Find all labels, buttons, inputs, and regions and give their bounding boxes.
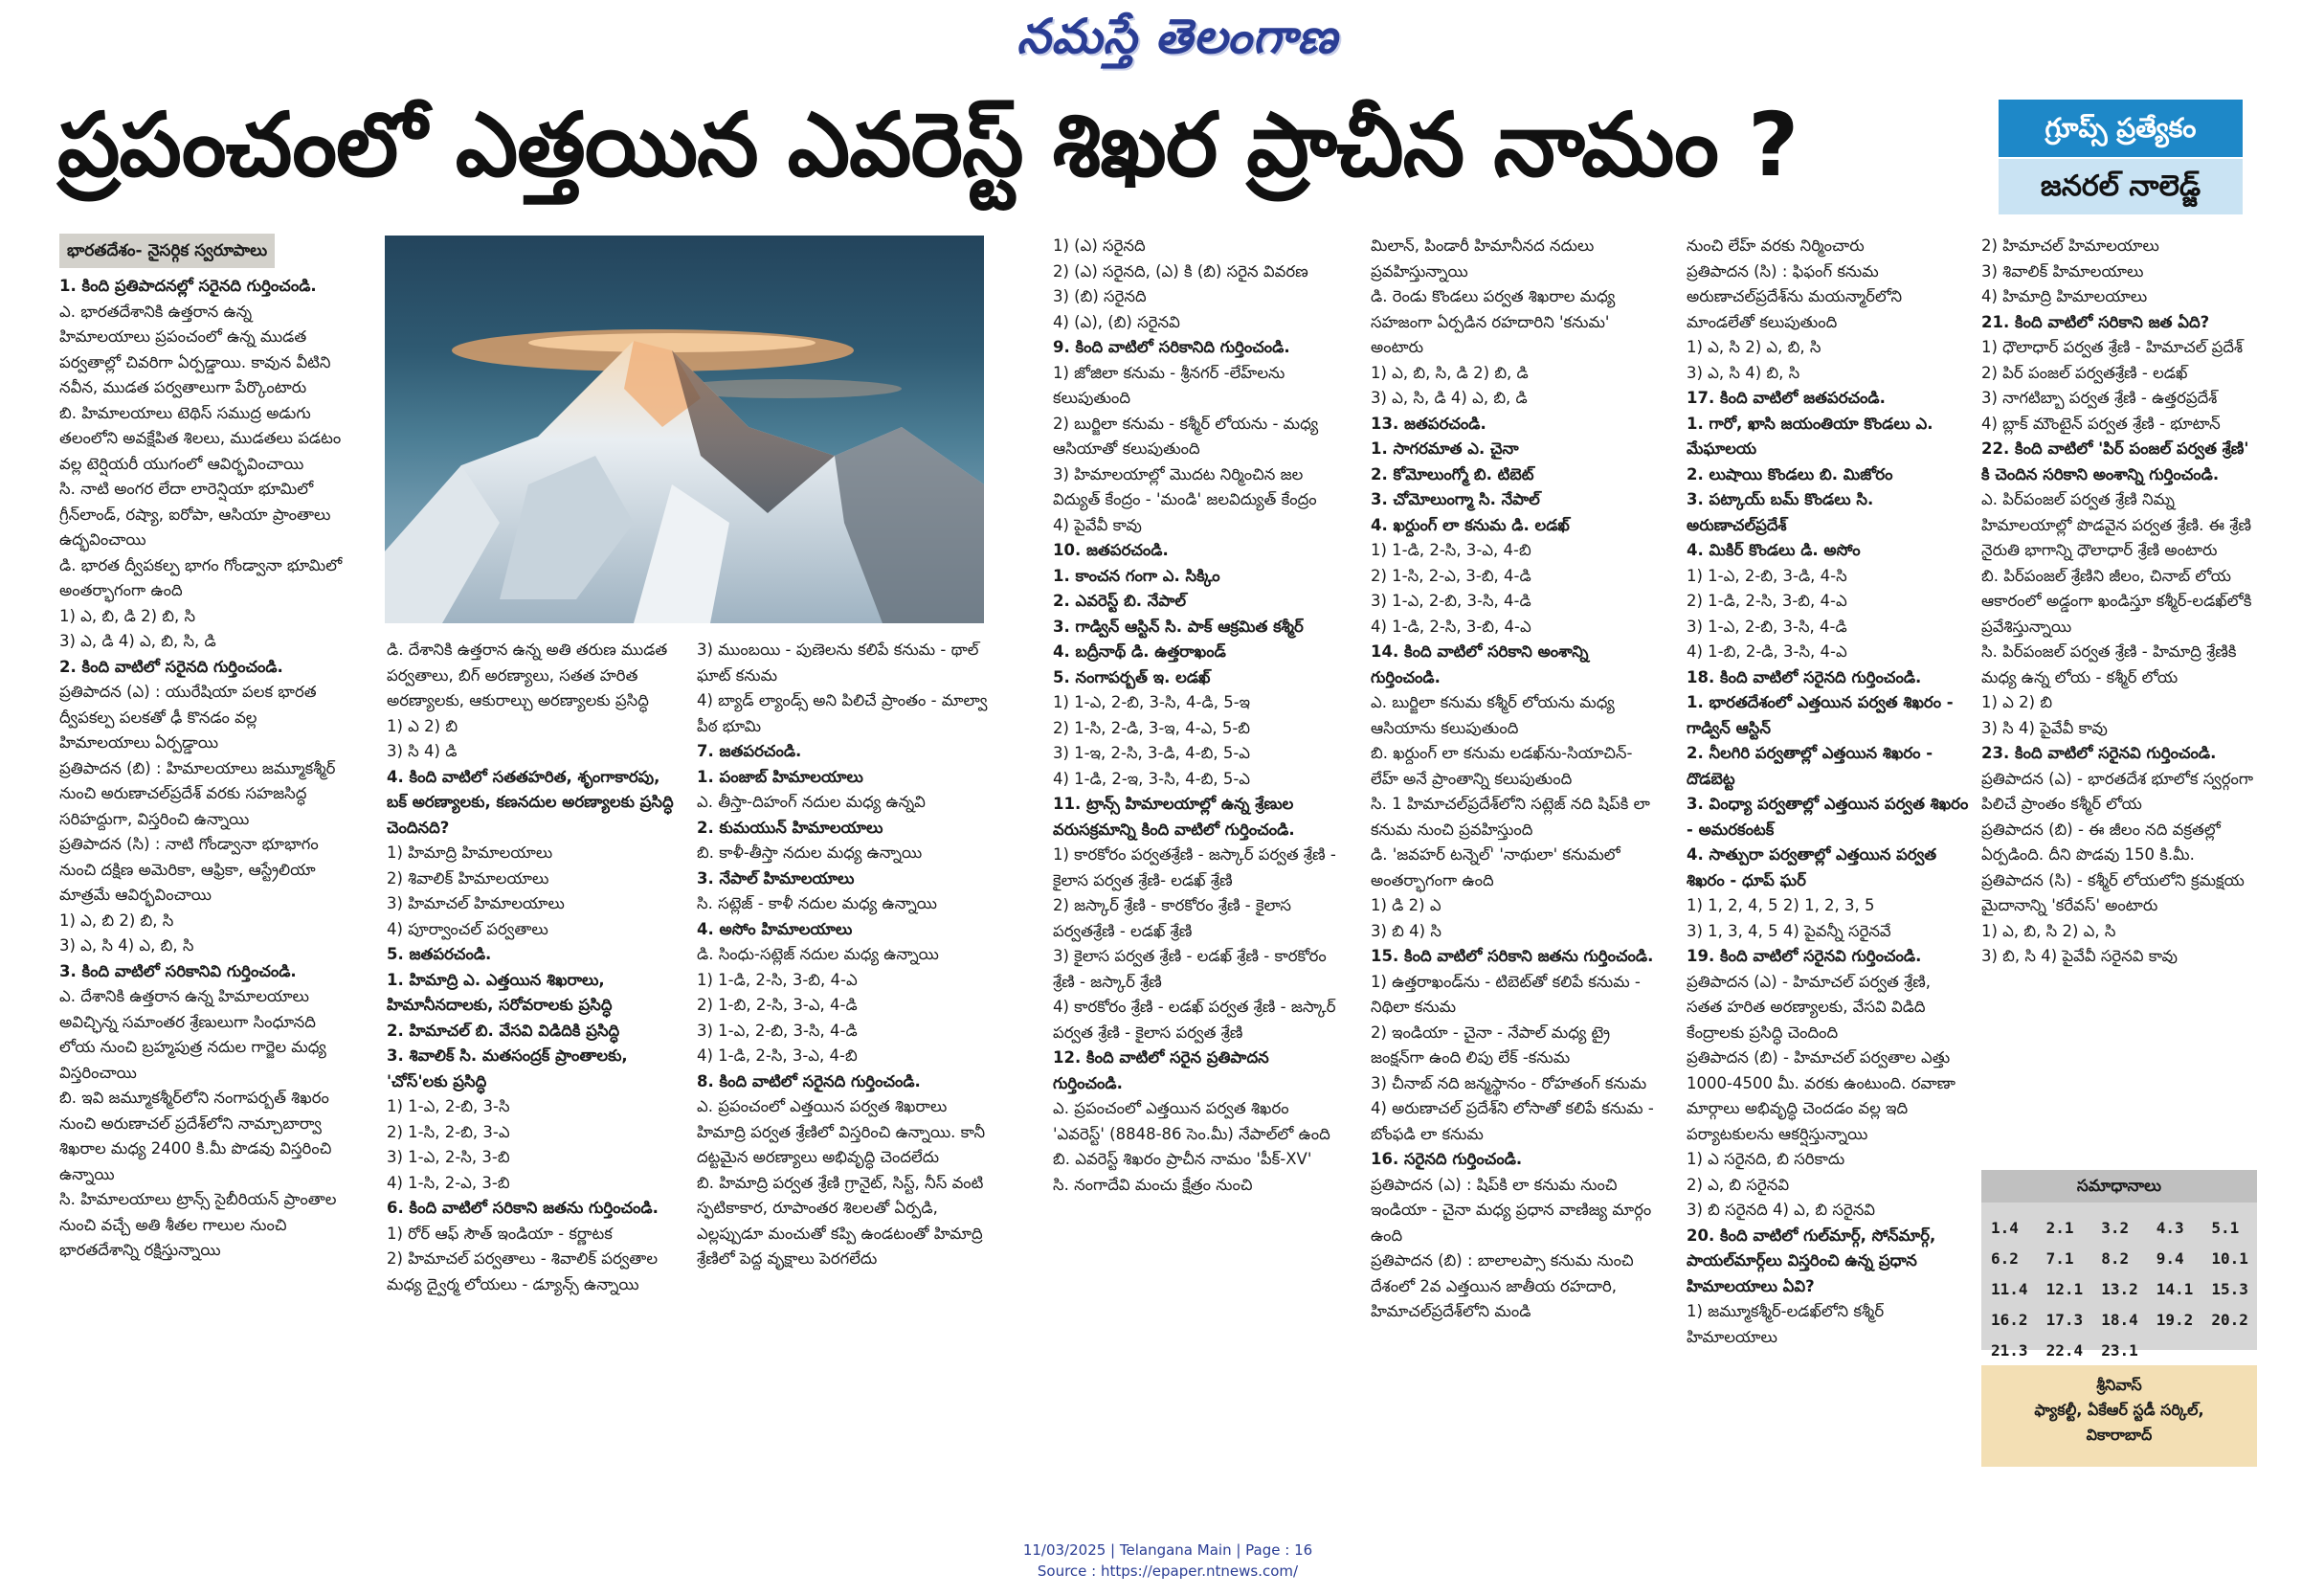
author-box <box>1981 1365 2257 1467</box>
article-line: 3) బి సరైనది 4) ఎ, బి సరైనవి <box>1687 1201 1876 1219</box>
article-line: 1) ఎ సరైనది, బి సరికాదు <box>1687 1150 1845 1168</box>
article-line: 4) 1-సి, 2-ఎ, 3-బి <box>387 1173 510 1192</box>
article-line: 1) 1-డి, 2-సి, 3-ఎ, 4-బి <box>1371 541 1531 559</box>
article-line: 1) 1-డి, 2-సి, 3-బి, 4-ఎ <box>697 970 858 989</box>
article-column-2 <box>387 638 682 1432</box>
answer-cell: 19.2 <box>2156 1310 2194 1329</box>
article-line: సి. హిమాలయాలు ట్రాన్స్ సైబీరియన్ ప్రాంతాల నుంచి వచ్చే అతి శీతల గాలుల నుంచి భారతదేశాన్ని రక్షిస్తున్నాయి <box>59 1190 337 1259</box>
question-heading: 18. కింది వాటిలో సరైనది గుర్తించండి. <box>1687 667 1922 686</box>
answer-cell: 23.1 <box>2101 1340 2138 1360</box>
question-heading: 10. జతపరచండి. <box>1053 541 1169 559</box>
article-line: డి. సింధు-సట్లెజ్ నదుల మధ్య ఉన్నాయి <box>697 945 939 963</box>
article-line: 3) 1-ఎ, 2-సి, 3-బి <box>387 1148 510 1166</box>
article-line: 3) బి, సి 4) పైవేవీ సరైనవి కావు <box>1981 947 2179 965</box>
article-line: 1) 1, 2, 4, 5 2) 1, 2, 3, 5 <box>1687 896 1875 914</box>
page-headline: ప్రపంచంలో ఎత్తయిన ఎవరెస్ట్ శిఖర ప్రాచీన నామం ? <box>57 94 1799 196</box>
question-heading: 3. చోమోలుంగ్మా సి. నేపాల్ <box>1371 490 1540 508</box>
article-line: 3) ఎ, సి 4) ఎ, బి, సి <box>59 936 194 955</box>
article-line: 2) శివాలిక్ హిమాలయాలు <box>387 868 549 888</box>
category-tag: గ్రూప్స్ ప్రత్యేకం <box>1999 100 2243 157</box>
question-heading: 1. పంజాబ్ హిమాలయాలు <box>697 767 863 786</box>
question-heading: 22. కింది వాటిలో 'పిర్ పంజల్ పర్వత శ్రేణి' కి చెందిన సరికాని అంశాన్ని గుర్తించండి. <box>1981 439 2249 483</box>
article-line: 1) ఎ, బి 2) బి, సి <box>59 910 174 930</box>
article-line: 1) రోర్ ఆఫ్ సౌత్ ఇండియా - కర్ణాటక <box>387 1224 613 1243</box>
article-line: ప్రతిపాదన (బి) : బాలాలప్సా కనుమ నుంచి దేశంలో 2వ ఎత్తయిన జాతీయ రహదారి, హిమాచల్‌ప్రదేశ్‌లోని మండి <box>1371 1251 1634 1320</box>
article-line: 2) ఇండియా - చైనా - నేపాల్ మధ్య ట్రై జంక్షన్‌గా ఉంది లిపు లేక్ -కనుమ <box>1371 1023 1611 1067</box>
article-column-3 <box>697 638 990 1432</box>
question-heading: 2. లుషాయి కొండలు బి. మిజోరం <box>1687 464 1893 483</box>
question-heading: 1. గారో, ఖాసి జయంతియా కొండలు ఎ. మేఘాలయ <box>1687 414 1933 458</box>
footer-date-page: 11/03/2025 | Telangana Main | Page : 16 <box>1022 1541 1313 1559</box>
article-line: 1) హిమాద్రి హిమాలయాలు <box>387 843 553 862</box>
article-line: 4) 1-డి, 2-సి, 3-బి, 4-ఎ <box>1371 617 1531 636</box>
article-line: ఎ. ప్రపంచంలో ఎత్తయిన పర్వత శిఖరాలు హిమాద్రి పర్వత శ్రేణిలో విస్తరించి ఉన్నాయి. కానీ దట్టమైన అరణ్యాలు అభివృద్ధి చెందలేదు <box>697 1097 986 1166</box>
question-heading: 19. కింది వాటిలో సరైనవి గుర్తించండి. <box>1687 947 1922 965</box>
article-line: 1) ఎ, బి, సి 2) ఎ, సి <box>1981 921 2116 940</box>
article-line: 1) కారకోరం పర్వతశ్రేణి - జస్కార్ పర్వత శ్రేణి - కైలాస పర్వత శ్రేణి- లడఖ్ శ్రేణి <box>1053 845 1336 889</box>
question-heading: 5. నంగాపర్బత్ ఇ. లడఖ్ <box>1053 667 1211 686</box>
article-line: 2) 1-బి, 2-సి, 3-ఎ, 4-డి <box>697 996 858 1014</box>
article-line: 1) ధౌలాధార్ పర్వత శ్రేణి - హిమాచల్ ప్రదేశ్ <box>1981 338 2244 356</box>
answer-cell: 21.3 <box>1991 1340 2028 1360</box>
answers-heading: సమాధానాలు <box>1981 1170 2257 1203</box>
footer-source: Source : https://epaper.ntnews.com/ <box>1037 1562 1299 1580</box>
question-heading: 1. హిమాద్రి ఎ. ఎత్తయిన శిఖరాలు, హిమానీనదాలకు, సరోవరాలకు ప్రసిద్ధి <box>387 970 613 1014</box>
question-heading: 3. నేపాల్ హిమాలయాలు <box>697 868 855 888</box>
question-heading: 3. శివాలిక్ సి. మతసంద్రక్ ప్రాంతాలకు, 'చోస్'లకు ప్రసిద్ధి <box>387 1046 628 1090</box>
article-line: డి. భారత ద్వీపకల్ప భాగం గోండ్వానా భూమిలో అంతర్భాగంగా ఉంది <box>59 555 343 599</box>
article-line: సి. పిర్‌పంజల్ పర్వత శ్రేణి - హిమాద్రి శ్రేణికి మధ్య ఉన్న లోయ - కశ్మీర్ లోయ <box>1981 642 2237 686</box>
article-line: 1) ఎ, సి 2) ఎ, బి, సి <box>1687 338 1821 356</box>
article-line: 4) 1-డి, 2-ఇ, 3-సి, 4-బి, 5-ఎ <box>1053 769 1251 788</box>
article-line: ఎ. ప్రపంచంలో ఎత్తయిన పర్వత శిఖరం 'ఎవరెస్ట్' (8848-86 సెం.మీ) నేపాల్‌లో ఉంది <box>1053 1099 1330 1143</box>
subject-tag: జనరల్ నాలెడ్జ్ <box>1999 159 2243 214</box>
answer-cell: 11.4 <box>1991 1279 2028 1298</box>
answers-row <box>1981 1273 2257 1304</box>
answer-cell: 17.3 <box>2045 1310 2084 1329</box>
article-line: 3) 1-ఎ, 2-బి, 3-సి, 4-డి <box>1687 617 1847 636</box>
answer-cell: 4.3 <box>2156 1218 2184 1237</box>
article-line: ఎ. భారతదేశానికి ఉత్తరాన ఉన్న హిమాలయాలు ప్రపంచంలో ఉన్న ముడత పర్వతాల్లో చివరిగా ఏర్పడ్డాయి. కావున వీటిని నవీన, ముడత పర్వతాలుగా పేర్కొంటారు <box>59 302 331 396</box>
article-line: 3) హిమాలయాల్లో మొదట నిర్మించిన జల విద్యుత్ కేంద్రం - 'మండి' జలవిద్యుత్ కేంద్రం <box>1053 464 1317 508</box>
answers-row <box>1981 1212 2257 1243</box>
answers-table <box>1981 1212 2257 1365</box>
question-heading: 5. జతపరచండి. <box>387 945 492 963</box>
answers-box <box>1981 1170 2257 1360</box>
article-line: 1) ఎ, బి, డి 2) బి, సి <box>59 606 196 625</box>
author-affiliation: ఫ్యాకల్టీ, ఏకేఆర్ స్టడీ సర్కిల్, <box>2034 1401 2204 1419</box>
article-line: 1) ఎ 2) బి <box>387 716 458 735</box>
answer-cell: 20.2 <box>2211 1310 2248 1329</box>
answer-cell: 2.1 <box>2045 1218 2074 1237</box>
question-heading: 14. కింది వాటిలో సరికాని అంశాన్ని గుర్తించండి. <box>1371 642 1589 686</box>
article-line: 2) 1-సి, 2-ఎ, 3-బి, 4-డి <box>1371 566 1531 585</box>
question-heading: 4. మికిర్ కొండలు డి. అసోం <box>1687 541 1861 559</box>
answers-row <box>1981 1304 2257 1335</box>
article-line: ప్రతిపాదన (బి) - ఈ జీలం నది వక్రతల్లో ఏర్పడింది. దీని పొడవు 150 కి.మీ. <box>1981 820 2221 864</box>
article-line: సి. సట్లెజ్ - కాళీ నదుల మధ్య ఉన్నాయి <box>697 894 938 912</box>
article-line: బి. పిర్‌పంజల్ శ్రేణిని జీలం, చినాబ్ లోయ ఆకారంలో అడ్డంగా ఖండిస్తూ కశ్మీర్-లడఖ్‌లోకి ప్రవేశిస్తున్నాయి <box>1981 566 2252 636</box>
article-line: 1) 1-ఎ, 2-బి, 3-సి <box>387 1097 510 1115</box>
answer-cell: 14.1 <box>2156 1279 2194 1298</box>
answer-cell: 8.2 <box>2101 1248 2130 1268</box>
answer-cell: 6.2 <box>1991 1248 2019 1268</box>
answer-cell: 9.4 <box>2156 1248 2184 1268</box>
answer-cell: 15.3 <box>2211 1279 2248 1298</box>
article-line: ప్రతిపాదన (సి) - కశ్మీర్ లోయలోని క్రమక్షయ మైదానాన్ని 'కరేవస్' అంటారు <box>1981 870 2245 914</box>
answer-cell: 1.4 <box>1991 1218 2019 1237</box>
article-line: సి. 1 హిమాచల్‌ప్రదేశ్‌లోని సట్లెజ్ నది షిప్‌కి లా కనుమ నుంచి ప్రవహిస్తుంది <box>1371 795 1650 839</box>
article-line: 3) సి 4) డి <box>387 742 458 760</box>
question-heading: 23. కింది వాటిలో సరైనవి గుర్తించండి. <box>1981 744 2217 762</box>
question-heading: 21. కింది వాటిలో సరికాని జత ఏది? <box>1981 312 2210 331</box>
article-column-1 <box>59 234 346 1430</box>
article-line: ఎ. దేశానికి ఉత్తరాన ఉన్న హిమాలయాలు అవిచ్ఛిన్న సమాంతర శ్రేణులుగా సింధూనది లోయ నుంచి బ్రహ్మపుత్ర నదుల గార్జెల మధ్య విస్తరించాయి <box>59 987 326 1082</box>
article-line: 3) బి 4) సి <box>1371 921 1441 940</box>
article-line: డి. 'జవహర్ టన్నెల్' 'నాథులా' కనుమలో అంతర్భాగంగా ఉంది <box>1371 845 1620 889</box>
answer-cell: 22.4 <box>2045 1340 2084 1360</box>
answer-cell: 13.2 <box>2101 1279 2138 1298</box>
article-line: 1) ఎ, బి, సి, డి 2) బి, డి <box>1371 363 1529 382</box>
column-5-body <box>1371 234 1654 1325</box>
article-line: 4) కారకోరం శ్రేణి - లడఖ్ పర్వత శ్రేణి - జస్కార్ పర్వత శ్రేణి - కైలాస పర్వత శ్రేణి <box>1053 998 1336 1042</box>
article-line: ఎ. బుర్జిలా కనుమ కశ్మీర్ లోయను మధ్య ఆసియాను కలుపుతుంది <box>1371 693 1615 737</box>
article-line: ప్రతిపాదన (ఎ) : యురేషియా పలక భారత ద్వీపకల్ప పలకతో ఢీ కొనడం వల్ల హిమాలయాలు ఏర్పడ్డాయి <box>59 683 317 752</box>
article-line: 3) 1, 3, 4, 5 4) పైవన్నీ సరైనవే <box>1687 921 1891 940</box>
question-heading: 4. కింది వాటిలో సతతహరిత, శృంగాకారపు, బక్ అరణ్యాలకు, కణనదుల అరణ్యాలకు ప్రసిద్ధి చెందినది? <box>387 767 674 837</box>
article-line: ప్రతిపాదన (సి) : ఫిఫంగ్ కనుమ అరుణాచల్‌ప్రదేశ్‌ను మయన్మార్‌లోని మాండలేతో కలుపుతుంది <box>1687 261 1903 331</box>
column-1-body <box>59 274 346 1264</box>
answer-cell: 16.2 <box>1991 1310 2028 1329</box>
article-line: 4) అరుణాచల్ ప్రదేశ్‌ని లోసాతో కలిపే కనుమ - బోంఫడి లా కనుమ <box>1371 1099 1654 1143</box>
article-line: 4) 1-బి, 2-డి, 3-సి, 4-ఎ <box>1687 642 1847 661</box>
question-heading: 12. కింది వాటిలో సరైన ప్రతిపాదన గుర్తించండి. <box>1053 1048 1269 1092</box>
question-heading: 11. ట్రాన్స్ హిమాలయాల్లో ఉన్న శ్రేణుల వరుసక్రమాన్ని కింది వాటిలో గుర్తించండి. <box>1053 795 1295 839</box>
article-line: 4) పైవేవీ కావు <box>1053 515 1142 534</box>
section-heading: భారతదేశం- నైసర్గిక స్వరూపాలు <box>59 234 275 268</box>
article-line: 2) (ఎ) సరైనది, (ఎ) కి (బి) సరైన వివరణ <box>1053 261 1308 281</box>
article-line: డి. రెండు కొండలు పర్వత శిఖరాల మధ్య సహజంగా ఏర్పడిన రహదారిని 'కనుమ' అంటారు <box>1371 287 1616 356</box>
article-line: 4) బ్లాక్ మౌంటైన్ పర్వత శ్రేణి - భూటాన్ <box>1981 414 2221 433</box>
question-heading: 1. కింది ప్రతిపాదనల్లో సరైనది గుర్తించండి. <box>59 277 317 295</box>
mountain-illustration <box>385 236 984 623</box>
article-line: 1) ఉత్తరాఖండ్‌ను - టిబెట్‌తో కలిపే కనుమ - నిథిలా కనుమ <box>1371 972 1641 1016</box>
article-line: 3) చీనాబ్ నది జన్మస్థానం - రోహతంగ్ కనుమ <box>1371 1073 1647 1092</box>
answer-cell: 12.1 <box>2045 1279 2084 1298</box>
article-line: 3) కైలాస పర్వత శ్రేణి - లడఖ్ శ్రేణి - కారకోరం శ్రేణి - జస్కార్ శ్రేణి <box>1053 947 1327 991</box>
answer-cell <box>2147 1335 2202 1365</box>
column-6-body <box>1687 234 1970 1350</box>
article-line: బి. కాళీ-తీస్తా నదుల మధ్య ఉన్నాయి <box>697 843 923 862</box>
question-heading: 2. ఎవరెస్ట్ బి. నేపాల్ <box>1053 592 1187 610</box>
article-column-4 <box>1053 234 1336 1440</box>
question-heading: 4. బద్రీనాథ్ డి. ఉత్తరాఖండ్ <box>1053 642 1226 661</box>
question-heading: 13. జతపరచండి. <box>1371 414 1486 433</box>
question-heading: 20. కింది వాటిలో గుల్‌మార్గ్, సోన్‌మార్గ్, పాయల్‌మార్గ్‌లు విస్తరించి ఉన్న ప్రధాన హిమాలయాలు ఏవి? <box>1687 1225 1936 1295</box>
article-line: 3) ముంబయి - పుణెలను కలిపే కనుమ - థాల్ ఘాట్ కనుమ <box>697 641 979 685</box>
article-line: 1) 1-ఎ, 2-బి, 3-డి, 4-సి <box>1687 566 1847 585</box>
article-line: 3) 1-ఎ, 2-బి, 3-సి, 4-డి <box>697 1021 858 1040</box>
article-line: 3) ఎ, సి 4) బి, సి <box>1687 363 1800 382</box>
article-line: 3) సి 4) పైవేవీ కావు <box>1981 718 2108 737</box>
article-line: 4) హిమాద్రి హిమాలయాలు <box>1981 287 2148 305</box>
answer-cell: 10.1 <box>2211 1248 2248 1268</box>
question-heading: 8. కింది వాటిలో సరైనది గుర్తించండి. <box>697 1071 921 1090</box>
answers-row <box>1981 1243 2257 1273</box>
answer-cell: 18.4 <box>2101 1310 2138 1329</box>
question-heading: 2. హిమాచల్ బి. వేసవి విడిదికి ప్రసిద్ధి <box>387 1021 620 1040</box>
article-line: 4) బ్యాడ్ ల్యాండ్స్ అని పిలిచే ప్రాంతం - మాల్వా పీఠ భూమి <box>697 691 988 735</box>
question-heading: 3. వింధ్యా పర్వతాల్లో ఎత్తయిన పర్వత శిఖరం - అమరకంటక్ <box>1687 795 1969 839</box>
article-line: బి. హిమాలయాలు టెథిస్ సముద్ర అడుగు తలంలోని అవక్షేపిత శిలలు, ముడతలు పడటం వల్ల టెర్షియరీ యుగంలో ఆవిర్భవించాయి <box>59 403 342 473</box>
article-line: బి. ఎవరెస్ట్ శిఖరం ప్రాచీన నామం 'పీక్-XV' <box>1053 1150 1312 1168</box>
article-line: 2) బుర్జిలా కనుమ - కశ్మీర్ లోయను - మధ్య ఆసియాతో కలుపుతుంది <box>1053 414 1319 458</box>
article-line: 2) జస్కార్ శ్రేణి - కారకోరం శ్రేణి - కైలాస పర్వతశ్రేణి - లడఖ్ శ్రేణి <box>1053 896 1291 940</box>
article-line: 1) జోజిలా కనుమ - శ్రీనగర్ -లేహ్‌లను కలుపుతుంది <box>1053 363 1285 407</box>
article-line: 1) ఎ 2) బి <box>1981 693 2053 711</box>
answers-row <box>1981 1335 2257 1365</box>
masthead-logo: నమస్తే తెలంగాణ <box>1017 8 1338 64</box>
question-heading: 6. కింది వాటిలో సరికాని జతను గుర్తించండి. <box>387 1199 659 1217</box>
question-heading: 2. నీలగిరి పర్వతాల్లో ఎత్తయిన శిఖరం - దొడబెట్ట <box>1687 744 1933 788</box>
article-line: ప్రతిపాదన (సి) : నాటి గోండ్వానా భూభాగం నుంచి దక్షిణ అమెరికా, ఆఫ్రికా, ఆస్ట్రేలియా మాత్రమే ఆవిర్భవించాయి <box>59 835 319 904</box>
article-line: ప్రతిపాదన (బి) : హిమాలయాలు జమ్మూకశ్మీర్ నుంచి అరుణాచల్‌ప్రదేశ్ వరకు సహజసిద్ధ సరిహద్దుగా, విస్తరించి ఉన్నాయి <box>59 758 336 828</box>
article-line: 3) 1-ఎ, 2-బి, 3-సి, 4-డి <box>1371 592 1531 610</box>
article-line: బి. ఖర్దుంగ్ లా కనుమ లడఖ్‌ను-సియాచిన్-లేహ్ అనే ప్రాంతాన్ని కలుపుతుంది <box>1371 744 1633 788</box>
article-line: బి. హిమాద్రి పర్వత శ్రేణి గ్రానైట్, సిస్ట్, నీస్ వంటి స్ఫటికాకార, రూపాంతర శిలలతో ఏర్పడి, ఎల్లప్పుడూ మంచుతో కప్పి ఉండటంతో హిమాద్రి శ్రేణిలో పెద్ద వృక్షాలు పెరగలేదు <box>697 1173 984 1268</box>
article-line: 3) ఎ, డి 4) ఎ, బి, సి, డి <box>59 632 216 650</box>
answer-cell <box>2201 1335 2257 1365</box>
article-line: 2) 1-సి, 2-బి, 3-ఎ <box>387 1122 510 1141</box>
article-column-5 <box>1371 234 1654 1440</box>
question-heading: 1. కాంచన గంగా ఎ. సిక్కిం <box>1053 566 1220 585</box>
article-line: 1) (ఎ) సరైనది <box>1053 236 1146 255</box>
question-heading: 3. గాడ్విన్ ఆస్టిన్ సి. పాక్ ఆక్రమిత కశ్మీర్ <box>1053 617 1304 636</box>
article-line: నుంచి లేహ్ వరకు నిర్మించారు <box>1687 236 1865 255</box>
question-heading: 3. పట్కాయ్ బమ్ కొండలు సి. అరుణాచల్‌ప్రదేశ్ <box>1687 490 1874 534</box>
article-line: 2) పిర్ పంజల్ పర్వతశ్రేణి - లడఖ్ <box>1981 363 2188 382</box>
question-heading: 2. కింది వాటిలో సరైనది గుర్తించండి. <box>59 657 283 676</box>
article-line: 2) హిమాచల్ పర్వతాలు - శివాలిక్ పర్వతాల మధ్య ద్వైర్మ లోయలు - డ్యూన్స్ ఉన్నాయి <box>387 1249 659 1293</box>
article-line: 4) (ఎ), (బి) సరైనవి <box>1053 312 1180 331</box>
question-heading: 4. సాత్పురా పర్వతాల్లో ఎత్తయిన పర్వత శిఖరం - ధూప్ ఘర్ <box>1687 845 1937 889</box>
article-line: 4) పూర్వాంచల్ పర్వతాలు <box>387 919 548 938</box>
article-line: 3) (బి) సరైనది <box>1053 287 1147 305</box>
article-line: ప్రతిపాదన (ఎ) - భారతదేశ భూలోక స్వర్గంగా పిలిచే ప్రాంతం కశ్మీర్ లోయ <box>1981 769 2254 813</box>
author-location: వికారాబాద్ <box>2086 1426 2153 1444</box>
question-heading: 4. ఖర్దుంగ్ లా కనుమ డి. లడఖ్ <box>1371 515 1570 534</box>
question-heading: 4. అసోం హిమాలయాలు <box>697 919 853 938</box>
column-2-body <box>387 638 682 1297</box>
article-line: డి. దేశానికి ఉత్తరాన ఉన్న అతి తరుణ ముడత పర్వతాలు, బిగ్ అరణ్యాలు, సతత హరిత అరణ్యాలకు, ఆకురాల్చు అరణ్యాలకు ప్రసిద్ధి <box>387 641 668 709</box>
article-line: ప్రతిపాదన (ఎ) - హిమాచల్ పర్వత శ్రేణి, సతత హరిత అరణ్యాలకు, వేసవి విడిది కేంద్రాలకు ప్రసిద్ధి చెందింది <box>1687 972 1932 1042</box>
article-line: 3) హిమాచల్ హిమాలయాలు <box>387 894 565 912</box>
question-heading: 1. సాగరమాత ఎ. చైనా <box>1371 439 1519 458</box>
article-line: 2) హిమాచల్ హిమాలయాలు <box>1981 236 2159 255</box>
article-line: 3) ఎ, సి, డి 4) ఎ, బి, డి <box>1371 389 1528 407</box>
everest-photo <box>385 236 984 623</box>
author-name: శ్రీనివాస్ <box>2096 1376 2142 1394</box>
column-3-body <box>697 638 990 1272</box>
article-column-6 <box>1687 234 1970 1440</box>
article-line: 3) శివాలిక్ హిమాలయాలు <box>1981 261 2144 281</box>
article-line: 1) డి 2) ఎ <box>1371 896 1441 914</box>
article-line: 2) ఎ, బి సరైనవి <box>1687 1175 1790 1194</box>
answer-cell: 7.1 <box>2045 1248 2074 1268</box>
question-heading: 2. కోమోలుంగ్మో బి. టిబెట్ <box>1371 464 1534 483</box>
question-heading: 2. కుమయున్ హిమాలయాలు <box>697 818 883 837</box>
article-column-7 <box>1981 234 2259 1143</box>
article-line: బి. ఇవి జమ్మూకశ్మీర్‌లోని నంగాపర్బత్ శిఖరం నుంచి అరుణాచల్ ప్రదేశ్‌లోని నామ్చాబార్వా శిఖరాల మధ్య 2400 కి.మీ పొడవు విస్తరించి ఉన్నాయి <box>59 1089 332 1183</box>
article-line: మిలాన్, పిండారీ హిమానీనద నదులు ప్రవహిస్తున్నాయి <box>1371 236 1595 281</box>
article-line: 4) 1-డి, 2-సి, 3-ఎ, 4-బి <box>697 1046 858 1065</box>
answer-cell: 3.2 <box>2101 1218 2130 1237</box>
article-line: 1) 1-ఎ, 2-బి, 3-సి, 4-డి, 5-ఇ <box>1053 693 1251 711</box>
article-line: సి. నంగాదేవి మంచు క్షేత్రం నుంచి <box>1053 1175 1253 1194</box>
question-heading: 3. కింది వాటిలో సరికానివి గుర్తించండి. <box>59 961 297 980</box>
question-heading: 16. సరైనది గుర్తించండి. <box>1371 1150 1523 1168</box>
article-line: 1) జమ్మూకశ్మీర్-లడఖ్‌లోని కశ్మీర్ హిమాలయాలు <box>1687 1302 1885 1346</box>
column-4-body <box>1053 234 1336 1198</box>
page-footer <box>861 1540 1474 1582</box>
article-line: 2) 1-డి, 2-సి, 3-బి, 4-ఎ <box>1687 592 1847 610</box>
article-line: ఎ. పిర్‌పంజల్ పర్వత శ్రేణి నిమ్న హిమాలయాల్లో పొడవైన పర్వత శ్రేణి. ఈ శ్రేణి నైరుతి భాగాన్ని ధౌలాధార్ శ్రేణి అంటారు <box>1981 490 2251 559</box>
article-line: సి. నాటి అంగర లేదా లారెన్షియా భూమిలో గ్రీన్‌లాండ్, రష్యా, ఐరోపా, ఆసియా ప్రాంతాలు ఉద్భవించాయి <box>59 480 331 549</box>
article-line: 3) నాగటిబ్బా పర్వత శ్రేణి - ఉత్తరప్రదేశ్ <box>1981 389 2218 407</box>
column-7-body <box>1981 234 2259 970</box>
article-line: ప్రతిపాదన (బి) - హిమాచల్ పర్వతాల ఎత్తు 1000-4500 మీ. వరకు ఉంటుంది. రవాణా మార్గాలు అభివృద్ధి చెందడం వల్ల ఇది పర్యాటకులను ఆకర్షిస్తున్నాయి <box>1687 1048 1955 1143</box>
article-line: ప్రతిపాదన (ఎ) : షిప్‌కి లా కనుమ నుంచి ఇండియా - చైనా మధ్య ప్రధాన వాణిజ్య మార్గం ఉంది <box>1371 1175 1652 1245</box>
article-line: 3) 1-ఇ, 2-సి, 3-డి, 4-బి, 5-ఎ <box>1053 744 1251 762</box>
article-line: 2) 1-సి, 2-డి, 3-ఇ, 4-ఎ, 5-బి <box>1053 718 1251 737</box>
question-heading: 1. భారతదేశంలో ఎత్తయిన పర్వత శిఖరం - గాడ్విన్ ఆస్టిన్ <box>1687 693 1954 737</box>
question-heading: 17. కింది వాటిలో జతపరచండి. <box>1687 389 1886 407</box>
question-heading: 15. కింది వాటిలో సరికాని జతను గుర్తించండి. <box>1371 947 1654 965</box>
article-line: ఎ. తీస్తా-దిహంగ్ నదుల మధ్య ఉన్నవి <box>697 793 926 811</box>
question-heading: 9. కింది వాటిలో సరికానిది గుర్తించండి. <box>1053 338 1290 356</box>
answer-cell: 5.1 <box>2211 1218 2240 1237</box>
question-heading: 7. జతపరచండి. <box>697 742 802 760</box>
